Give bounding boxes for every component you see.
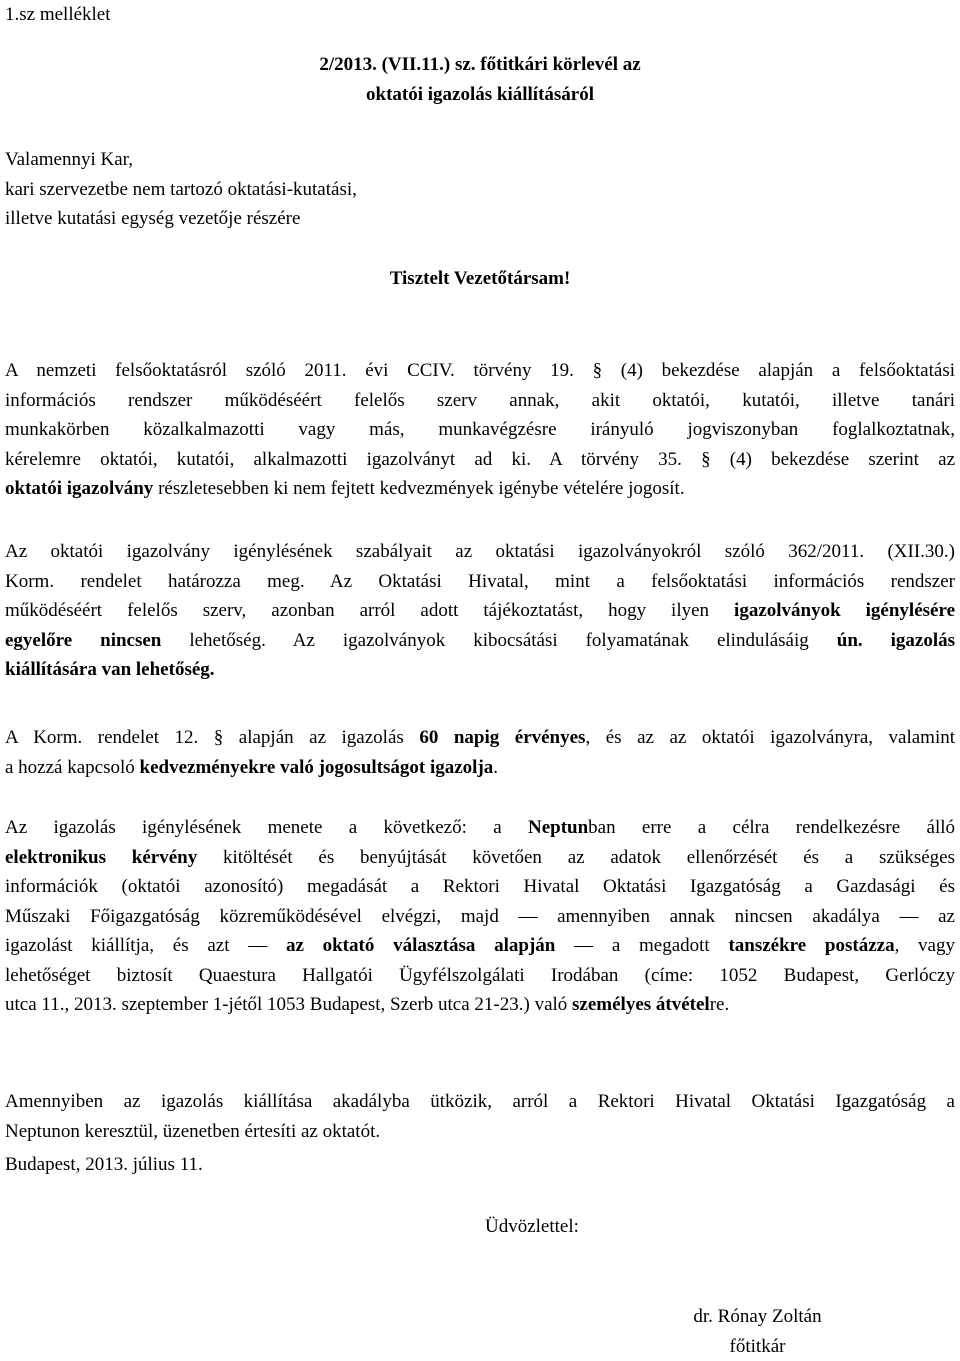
p3-line1 (5, 723, 955, 753)
p4-line1-bold: Neptun (528, 817, 588, 838)
paragraph-3 (5, 723, 955, 782)
p4-line1 (5, 813, 955, 843)
p4-line5-pre: igazolást kiállítja, és azt — (5, 935, 286, 956)
signature-block (600, 1302, 915, 1361)
p4-line2-bold: elektronikus kérvény (5, 847, 197, 868)
p1-bold-oktatoi-igazolvany: oktatói igazolvány (5, 478, 153, 499)
p2-line2: Korm. rendelet határozza meg. Az Oktatási Hivatal, mint a felsőoktatási információs rendszer (5, 567, 955, 597)
p2-line5 (5, 655, 955, 685)
p4-line2 (5, 843, 955, 873)
p2-line4 (5, 626, 955, 656)
p4-line5-mid: — a megadott (555, 935, 728, 956)
p2-line4-bold: egyelőre nincsen (5, 630, 161, 651)
p5-line1: Amennyiben az igazolás kiállítása akadályba ütközik, arról a Rektori Hivatal Oktatási Igazgatóság a (5, 1087, 955, 1117)
closing-text: Üdvözlettel: (485, 1216, 579, 1237)
p1-line1: A nemzeti felsőoktatásról szóló 2011. évi CCIV. törvény 19. § (4) bekezdése alapján a felsőoktatási (5, 356, 955, 386)
p4-line5 (5, 931, 955, 961)
p4-line7-bold: személyes átvétel (572, 994, 710, 1015)
p2-line3 (5, 596, 955, 626)
p4-line5-bold2: tanszékre postázza (728, 935, 894, 956)
addressee-line2: kari szervezetbe nem tartozó oktatási-kutatási, (5, 175, 955, 205)
p1-line5-rest: részletesebben ki nem fejtett kedvezmények igénybe vételére jogosít. (153, 478, 684, 499)
p2-line4-mid: lehetőség. Az igazolványok kibocsátási folyamatának elindulásáig (161, 630, 836, 651)
addressee-line1: Valamennyi Kar, (5, 145, 955, 175)
p2-line3-pre: működéséért felelős szerv, azonban arról adott tájékoztatást, hogy ilyen (5, 600, 734, 621)
annex-label (5, 0, 955, 30)
annex-label-text: 1.sz melléklet (5, 0, 955, 30)
p4-line7-pre: utca 11., 2013. szeptember 1-jétől 1053 Budapest, Szerb utca 21-23.) való (5, 994, 572, 1015)
salutation (0, 264, 960, 294)
p3-line2-bold: kedvezményekre való jogosultságot igazolja (140, 757, 494, 778)
p3-line2 (5, 753, 955, 783)
p3-line1-bold: 60 napig érvényes (419, 727, 585, 748)
document-header (0, 50, 960, 109)
p4-line1-pre: Az igazolás igénylésének menete a következő: a (5, 817, 528, 838)
p4-line3: információk (oktatói azonosító) megadását a Rektori Hivatal Oktatási Igazgatóság a Gazdasági és (5, 872, 955, 902)
paragraph-5 (5, 1087, 955, 1146)
p4-line1-post: ban erre a célra rendelkezésre álló (588, 817, 955, 838)
p2-line4-bold2: ún. igazolás (837, 630, 955, 651)
p2-line1: Az oktatói igazolvány igénylésének szabályait az oktatási igazolványokról szóló 362/2011. (XII.30.) (5, 537, 955, 567)
p2-line5-bold: kiállítására van lehetőség. (5, 659, 215, 680)
paragraph-2 (5, 537, 955, 685)
p1-line5 (5, 474, 955, 504)
p4-line5-post: , vagy (895, 935, 955, 956)
paragraph-4 (5, 813, 955, 1020)
p3-line2-post: . (493, 757, 498, 778)
p4-line7-post: re. (710, 994, 730, 1015)
p1-line4: kérelemre oktatói, kutatói, alkalmazotti igazolványt ad ki. A törvény 35. § (4) bekezdése szerint az (5, 445, 955, 475)
p4-line4: Műszaki Főigazgatóság közreműködésével elvégzi, majd — amennyiben annak nincsen akadálya — az (5, 902, 955, 932)
p5-line2: Neptunon keresztül, üzenetben értesíti az oktatót. (5, 1117, 955, 1147)
p1-line2: információs rendszer működéséért felelős szerv annak, akit oktatói, kutatói, illetve tanári (5, 386, 955, 416)
p3-line1-post: , és az az oktatói igazolványra, valamint (585, 727, 955, 748)
header-title-line2: oktatói igazolás kiállításáról (0, 80, 960, 110)
salutation-text: Tisztelt Vezetőtársam! (0, 264, 960, 294)
p4-line2-post: kitöltését és benyújtását követően az adatok ellenőrzését és a szükséges (197, 847, 955, 868)
addressee-line3: illetve kutatási egység vezetője részére (5, 204, 955, 234)
p1-line3: munkakörben közalkalmazotti vagy más, munkavégzésre irányuló jogviszonyban foglalkoztatnak, (5, 415, 955, 445)
paragraph-1 (5, 356, 955, 504)
p4-line6: lehetőséget biztosít Quaestura Hallgatói Ügyfélszolgálati Irodában (címe: 1052 Budapest, Gerlóczy (5, 961, 955, 991)
p3-line2-pre: a hozzá kapcsoló (5, 757, 140, 778)
p2-line3-bold: igazolványok igénylésére (734, 600, 955, 621)
p4-line7 (5, 990, 955, 1020)
closing (485, 1212, 579, 1242)
signature-title: főtitkár (600, 1332, 915, 1361)
p3-line1-pre: A Korm. rendelet 12. § alapján az igazolás (5, 727, 419, 748)
header-title-line1: 2/2013. (VII.11.) sz. főtitkári körlevél az (0, 50, 960, 80)
addressee (5, 145, 955, 234)
p4-line5-bold: az oktató választása alapján (286, 935, 555, 956)
place-date (5, 1150, 955, 1180)
signature-name: dr. Rónay Zoltán (600, 1302, 915, 1332)
place-date-text: Budapest, 2013. július 11. (5, 1150, 955, 1180)
